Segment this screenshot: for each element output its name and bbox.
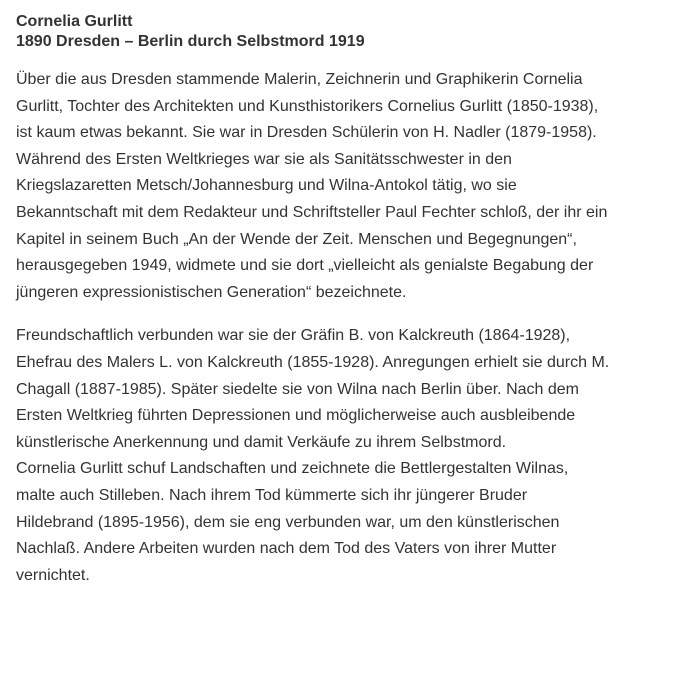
text-line: Hildebrand (1895-1956), dem sie eng verbunden war, um den künstlerischen [16, 513, 560, 531]
text-line: Kriegslazaretten Metsch/Johannesburg und Wilna-Antokol tätig, wo sie [16, 177, 517, 195]
text-line: ist kaum etwas bekannt. Sie war in Dresden Schülerin von H. Nadler (1879-1958). [16, 124, 597, 142]
text-line: herausgegeben 1949, widmete und sie dort „vielleicht als genialste Begabung der [16, 257, 594, 275]
text-line: Chagall (1887-1985). Später siedelte sie von Wilna nach Berlin über. Nach dem [16, 380, 579, 398]
text-line: Ersten Weltkrieg führten Depressionen und möglicherweise auch ausbleibende [16, 407, 576, 425]
text-line: Freundschaftlich verbunden war sie der Gräfin B. von Kalckreuth (1864-1928), [16, 327, 571, 345]
text-line: Während des Ersten Weltkrieges war sie als Sanitätsschwester in den [16, 150, 512, 168]
text-line: jüngeren expressionistischen Generation“ bezeichnete. [16, 283, 407, 301]
article-body [16, 67, 688, 589]
biography-article [16, 12, 688, 589]
text-line: malte auch Stilleben. Nach ihrem Tod kümmerte sich ihr jüngerer Bruder [16, 486, 528, 504]
text-line: künstlerische Anerkennung und damit Verkäufe zu ihrem Selbstmord. [16, 433, 507, 451]
text-line: Nachlaß. Andere Arbeiten wurden nach dem Tod des Vaters von ihrer Mutter [16, 540, 557, 558]
article-heading [16, 12, 688, 52]
text-line: Kapitel in seinem Buch „An der Wende der Zeit. Menschen und Begegnungen“, [16, 230, 577, 248]
paragraph-biography-late [16, 323, 688, 589]
text-line: Über die aus Dresden stammende Malerin, Zeichnerin und Graphikerin Cornelia [16, 71, 583, 88]
paragraph-biography-early [16, 67, 688, 306]
text-line: Gurlitt, Tochter des Architekten und Kunsthistorikers Cornelius Gurlitt (1850-1938), [16, 97, 599, 115]
text-line: Ehefrau des Malers L. von Kalckreuth (1855-1928). Anregungen erhielt sie durch M. [16, 353, 610, 371]
artist-life-dates: 1890 Dresden – Berlin durch Selbstmord 1919 [16, 33, 365, 50]
text-line: Cornelia Gurlitt schuf Landschaften und zeichnete die Bettlergestalten Wilnas, [16, 460, 569, 478]
text-line: Bekanntschaft mit dem Redakteur und Schriftsteller Paul Fechter schloß, der ihr ein [16, 203, 608, 221]
artist-name: Cornelia Gurlitt [16, 13, 133, 30]
text-line: vernichtet. [16, 566, 90, 584]
